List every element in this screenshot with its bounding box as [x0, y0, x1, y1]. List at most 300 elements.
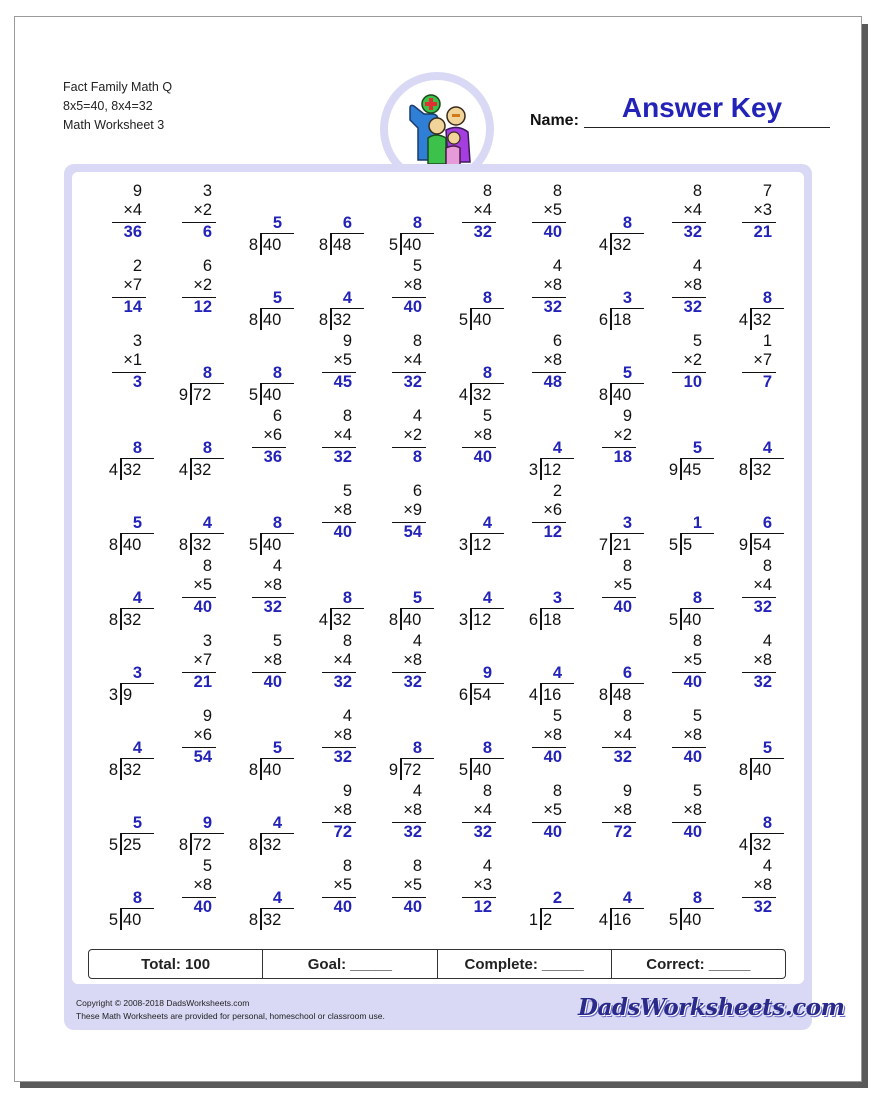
factor-top: 3	[132, 332, 142, 350]
division-problem	[712, 460, 782, 554]
answer-key-title: Answer Key	[621, 92, 783, 123]
factor-top: 8	[552, 782, 562, 800]
division-bar	[470, 308, 504, 309]
multiplication-problem	[82, 160, 152, 241]
division-bar	[400, 608, 434, 609]
quotient-answer: 4	[482, 589, 492, 607]
dividend: 72	[403, 761, 422, 779]
division-bar	[750, 833, 784, 834]
factor-top: 8	[342, 857, 352, 875]
multiplication-problem	[642, 685, 712, 766]
quotient-answer: 2	[552, 889, 562, 907]
divisor: 5	[458, 761, 468, 779]
division-problem	[152, 760, 222, 854]
divisor: 4	[528, 686, 538, 704]
quotient-answer: 3	[622, 514, 632, 532]
factor-top: 4	[692, 257, 702, 275]
quotient-answer: 4	[482, 514, 492, 532]
factor-top: 9	[132, 182, 142, 200]
multiplication-problem	[712, 610, 782, 691]
factor-bottom: ×2	[613, 426, 632, 444]
division-problem	[432, 610, 502, 704]
factor-bottom: ×7	[753, 351, 772, 369]
dividend: 16	[543, 686, 562, 704]
factor-bottom: ×8	[333, 726, 352, 744]
dividend: 40	[753, 761, 772, 779]
factor-bottom: ×4	[753, 576, 772, 594]
divisor: 4	[598, 236, 608, 254]
complete-cell: Complete: _____	[438, 950, 612, 978]
division-bar	[330, 233, 364, 234]
division-bar	[260, 833, 294, 834]
factor-bottom: ×8	[753, 651, 772, 669]
product-answer: 36	[123, 223, 142, 241]
division-problem	[152, 460, 222, 554]
multiplication-problem	[712, 160, 782, 241]
division-problem	[712, 685, 782, 779]
factor-top: 8	[482, 782, 492, 800]
product-answer: 32	[683, 298, 702, 316]
factor-top: 2	[552, 482, 562, 500]
factor-bottom: ×4	[403, 351, 422, 369]
quotient-answer: 8	[762, 814, 772, 832]
multiplication-problem	[152, 235, 222, 316]
division-problem	[642, 535, 712, 629]
divisor: 6	[458, 686, 468, 704]
division-problem	[712, 760, 782, 854]
factor-top: 9	[202, 707, 212, 725]
division-problem	[222, 460, 292, 554]
quotient-answer: 8	[482, 739, 492, 757]
factor-top: 5	[692, 332, 702, 350]
quotient-answer: 5	[762, 739, 772, 757]
product-answer: 40	[403, 298, 422, 316]
factor-bottom: ×8	[543, 726, 562, 744]
dividend: 40	[263, 236, 282, 254]
product-answer: 40	[403, 898, 422, 916]
quotient-answer: 3	[132, 664, 142, 682]
division-bar	[470, 758, 504, 759]
divisor: 8	[318, 236, 328, 254]
division-bar	[750, 533, 784, 534]
worksheet-info	[63, 78, 172, 135]
quotient-answer: 5	[412, 589, 422, 607]
multiplication-problem	[362, 835, 432, 916]
factor-top: 4	[412, 407, 422, 425]
division-problem	[572, 235, 642, 329]
product-answer: 40	[263, 673, 282, 691]
factor-top: 4	[412, 782, 422, 800]
dividend: 32	[333, 611, 352, 629]
division-problem	[152, 385, 222, 479]
division-problem	[502, 535, 572, 629]
factor-bottom: ×2	[403, 426, 422, 444]
multiplication-problem	[362, 610, 432, 691]
division-bar	[330, 608, 364, 609]
division-bar	[750, 308, 784, 309]
problems-grid	[72, 172, 804, 984]
divisor: 5	[388, 236, 398, 254]
product-answer: 40	[543, 223, 562, 241]
factor-top: 8	[692, 182, 702, 200]
division-bar	[680, 908, 714, 909]
quotient-answer: 6	[342, 214, 352, 232]
dividend: 40	[263, 386, 282, 404]
division-bar	[610, 533, 644, 534]
product-answer: 40	[193, 898, 212, 916]
divisor: 8	[178, 536, 188, 554]
quotient-answer: 8	[482, 289, 492, 307]
multiplication-problem	[152, 535, 222, 616]
quotient-answer: 8	[132, 889, 142, 907]
dividend: 40	[403, 236, 422, 254]
multiplication-problem	[642, 235, 712, 316]
product-answer: 32	[263, 598, 282, 616]
dividend: 25	[123, 836, 142, 854]
factor-bottom: ×8	[263, 651, 282, 669]
division-problem	[222, 235, 292, 329]
division-problem	[712, 385, 782, 479]
factor-top: 3	[202, 182, 212, 200]
factor-bottom: ×4	[473, 801, 492, 819]
multiplication-problem	[362, 310, 432, 391]
dividend: 32	[753, 461, 772, 479]
factor-top: 4	[762, 632, 772, 650]
division-bracket	[120, 909, 122, 930]
division-bar	[190, 533, 224, 534]
dividend: 16	[613, 911, 632, 929]
score-table	[88, 949, 786, 979]
division-bar	[260, 533, 294, 534]
product-answer: 14	[123, 298, 142, 316]
division-bar	[610, 908, 644, 909]
quotient-answer: 4	[132, 589, 142, 607]
product-answer: 12	[473, 898, 492, 916]
multiplication-problem	[502, 160, 572, 241]
multiplication-problem	[502, 460, 572, 541]
divisor: 3	[528, 461, 538, 479]
multiplication-problem	[292, 385, 362, 466]
product-answer: 32	[753, 898, 772, 916]
dividend: 40	[263, 536, 282, 554]
division-bar	[120, 608, 154, 609]
dividend: 18	[613, 311, 632, 329]
division-bar	[190, 458, 224, 459]
divisor: 5	[108, 836, 118, 854]
quotient-answer: 8	[412, 214, 422, 232]
factor-bottom: ×4	[613, 726, 632, 744]
factor-bottom: ×8	[683, 801, 702, 819]
factor-bottom: ×9	[403, 501, 422, 519]
divisor: 5	[248, 536, 258, 554]
divisor: 8	[178, 836, 188, 854]
factor-top: 8	[552, 182, 562, 200]
factor-bottom: ×4	[333, 426, 352, 444]
multiplication-problem	[502, 760, 572, 841]
factor-bottom: ×4	[123, 201, 142, 219]
product-answer: 7	[762, 373, 772, 391]
factor-top: 8	[482, 182, 492, 200]
dividend: 32	[613, 236, 632, 254]
worksheet-number: Math Worksheet 3	[63, 118, 165, 132]
division-bracket	[540, 909, 542, 930]
division-problem	[82, 760, 152, 854]
factor-top: 9	[342, 782, 352, 800]
multiplication-problem	[642, 310, 712, 391]
product-answer: 32	[403, 673, 422, 691]
dividend: 48	[613, 686, 632, 704]
multiplication-problem	[712, 310, 782, 391]
division-bar	[120, 533, 154, 534]
division-bar	[610, 233, 644, 234]
dividend: 72	[193, 836, 212, 854]
factor-bottom: ×3	[753, 201, 772, 219]
division-bar	[120, 833, 154, 834]
quotient-answer: 4	[622, 889, 632, 907]
multiplication-problem	[642, 160, 712, 241]
division-problem	[642, 385, 712, 479]
dividend: 54	[753, 536, 772, 554]
quotient-answer: 8	[692, 889, 702, 907]
divisor: 8	[388, 611, 398, 629]
division-problem	[572, 610, 642, 704]
factor-bottom: ×8	[683, 276, 702, 294]
multiplication-problem	[712, 535, 782, 616]
dividend: 32	[263, 911, 282, 929]
quotient-answer: 9	[482, 664, 492, 682]
factor-top: 4	[482, 857, 492, 875]
factor-bottom: ×8	[543, 351, 562, 369]
factor-bottom: ×8	[403, 801, 422, 819]
division-bar	[260, 383, 294, 384]
dividend: 40	[263, 311, 282, 329]
factor-bottom: ×7	[193, 651, 212, 669]
multiplication-problem	[432, 835, 502, 916]
divisor: 5	[458, 311, 468, 329]
correct-cell: Correct: _____	[646, 955, 751, 973]
divisor: 4	[178, 461, 188, 479]
quotient-answer: 6	[622, 664, 632, 682]
name-line	[584, 127, 830, 128]
division-problem	[362, 535, 432, 629]
product-answer: 32	[473, 823, 492, 841]
worksheet-title: Fact Family Math Q	[63, 80, 173, 94]
divisor: 5	[668, 911, 678, 929]
division-problem	[502, 385, 572, 479]
factor-bottom: ×8	[753, 876, 772, 894]
product-answer: 32	[543, 298, 562, 316]
multiplication-problem	[362, 385, 432, 466]
factor-bottom: ×8	[613, 801, 632, 819]
division-problem	[432, 310, 502, 404]
divisor: 3	[458, 536, 468, 554]
dividend: 32	[473, 386, 492, 404]
quotient-answer: 5	[272, 739, 282, 757]
division-problem	[432, 235, 502, 329]
division-bar	[120, 908, 154, 909]
product-answer: 32	[333, 673, 352, 691]
factor-top: 8	[762, 557, 772, 575]
division-problem	[712, 235, 782, 329]
product-answer: 32	[683, 223, 702, 241]
multiplication-problem	[222, 535, 292, 616]
division-problem	[362, 160, 432, 254]
product-answer: 32	[403, 823, 422, 841]
divisor: 8	[738, 461, 748, 479]
division-bar	[260, 308, 294, 309]
factor-bottom: ×5	[543, 201, 562, 219]
division-problem	[82, 460, 152, 554]
divisor: 8	[248, 836, 258, 854]
factor-bottom: ×8	[193, 876, 212, 894]
product-answer: 40	[193, 598, 212, 616]
dividend: 40	[123, 911, 142, 929]
multiplication-problem	[642, 610, 712, 691]
quotient-answer: 8	[762, 289, 772, 307]
division-bar	[470, 608, 504, 609]
multiplication-problem	[572, 685, 642, 766]
product-answer: 40	[683, 748, 702, 766]
divisor: 8	[248, 311, 258, 329]
factor-top: 4	[412, 632, 422, 650]
division-bar	[540, 683, 574, 684]
quotient-answer: 8	[692, 589, 702, 607]
division-problem	[502, 835, 572, 929]
multiplication-problem	[362, 235, 432, 316]
factor-bottom: ×5	[193, 576, 212, 594]
dividend: 18	[543, 611, 562, 629]
product-answer: 40	[613, 598, 632, 616]
factor-bottom: ×8	[333, 501, 352, 519]
divisor: 4	[598, 911, 608, 929]
product-answer: 40	[333, 898, 352, 916]
factor-top: 9	[342, 332, 352, 350]
division-bar	[750, 458, 784, 459]
quotient-answer: 8	[482, 364, 492, 382]
dividend: 21	[613, 536, 632, 554]
division-bar	[330, 308, 364, 309]
multiplication-problem	[292, 310, 362, 391]
factor-top: 4	[762, 857, 772, 875]
brand-logo: DadsWorksheets.com	[578, 994, 845, 1021]
division-bracket	[260, 909, 262, 930]
worksheet-subtitle: 8x5=40, 8x4=32	[63, 99, 153, 113]
product-answer: 3	[132, 373, 142, 391]
factor-bottom: ×5	[543, 801, 562, 819]
multiplication-problem	[152, 160, 222, 241]
quotient-answer: 4	[132, 739, 142, 757]
quotient-answer: 5	[622, 364, 632, 382]
product-answer: 48	[543, 373, 562, 391]
product-answer: 36	[263, 448, 282, 466]
dividend: 32	[123, 611, 142, 629]
product-answer: 32	[473, 223, 492, 241]
product-answer: 72	[333, 823, 352, 841]
multiplication-problem	[712, 835, 782, 916]
dividend: 9	[123, 686, 133, 704]
dividend: 40	[683, 611, 702, 629]
product-answer: 10	[683, 373, 702, 391]
divisor: 9	[738, 536, 748, 554]
dividend: 40	[613, 386, 632, 404]
product-answer: 40	[683, 823, 702, 841]
product-answer: 40	[543, 823, 562, 841]
division-problem	[82, 835, 152, 929]
factor-top: 5	[202, 857, 212, 875]
multiplication-problem	[82, 310, 152, 391]
factor-bottom: ×8	[683, 726, 702, 744]
multiplication-problem	[292, 610, 362, 691]
product-answer: 40	[333, 523, 352, 541]
dividend: 12	[543, 461, 562, 479]
product-answer: 32	[333, 748, 352, 766]
dividend: 40	[403, 611, 422, 629]
quotient-answer: 4	[762, 439, 772, 457]
divisor: 6	[528, 611, 538, 629]
factor-bottom: ×5	[333, 876, 352, 894]
quotient-answer: 5	[692, 439, 702, 457]
dividend: 54	[473, 686, 492, 704]
multiplication-problem	[292, 460, 362, 541]
division-bracket	[610, 909, 612, 930]
factor-top: 5	[692, 707, 702, 725]
factor-top: 6	[272, 407, 282, 425]
divisor: 9	[178, 386, 188, 404]
division-bar	[120, 683, 154, 684]
factor-bottom: ×5	[403, 876, 422, 894]
division-problem	[502, 610, 572, 704]
divisor: 4	[738, 836, 748, 854]
factor-bottom: ×4	[333, 651, 352, 669]
factor-top: 8	[412, 857, 422, 875]
product-answer: 72	[613, 823, 632, 841]
quotient-answer: 4	[202, 514, 212, 532]
divisor: 4	[108, 461, 118, 479]
division-problem	[82, 610, 152, 704]
factor-bottom: ×6	[543, 501, 562, 519]
division-bar	[120, 458, 154, 459]
factor-bottom: ×8	[333, 801, 352, 819]
dividend: 32	[123, 761, 142, 779]
factor-top: 4	[342, 707, 352, 725]
dividend: 32	[193, 461, 212, 479]
division-bar	[610, 683, 644, 684]
multiplication-problem	[502, 235, 572, 316]
product-answer: 54	[403, 523, 422, 541]
multiplication-problem	[432, 160, 502, 241]
quotient-answer: 6	[762, 514, 772, 532]
divisor: 3	[108, 686, 118, 704]
dividend: 40	[473, 761, 492, 779]
product-answer: 40	[683, 673, 702, 691]
factor-bottom: ×8	[403, 651, 422, 669]
division-problem	[222, 310, 292, 404]
divisor: 8	[248, 911, 258, 929]
factor-bottom: ×7	[123, 276, 142, 294]
multiplication-problem	[82, 235, 152, 316]
divisor: 8	[108, 611, 118, 629]
divisor: 1	[528, 911, 538, 929]
factor-top: 5	[342, 482, 352, 500]
divisor: 5	[668, 611, 678, 629]
division-bar	[470, 533, 504, 534]
factor-bottom: ×5	[683, 651, 702, 669]
factor-bottom: ×8	[473, 426, 492, 444]
division-problem	[362, 685, 432, 779]
factor-top: 9	[622, 782, 632, 800]
factor-top: 3	[202, 632, 212, 650]
division-bar	[190, 383, 224, 384]
